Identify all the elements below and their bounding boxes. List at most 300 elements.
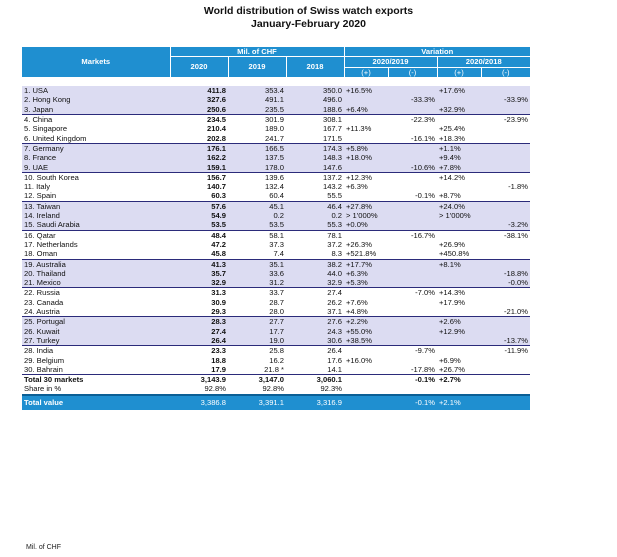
cell-v1p: +27.8% [344,201,388,211]
total-value-v1-plus [344,395,388,410]
cell-market: 25. Portugal [22,317,170,327]
cell-v2p [437,230,481,240]
table-row [22,356,530,365]
cell-y2019: 37.3 [269,239,284,249]
cell-v1m: -16.1% [388,134,437,144]
cell-v1m: -0.1% [388,191,437,201]
cell-market: 26. Kuwait [22,327,170,336]
cell-v2m [481,249,530,259]
cell-y2020: 234.5 [206,115,226,125]
cell-y2019: 132.4 [264,182,284,192]
cell-v1p: +16.5% [344,86,388,95]
cell-v1p: +5.8% [344,143,388,153]
cell-v2p [437,278,481,288]
cell-y2019: 60.4 [228,191,286,201]
cell-v2p: +450.8% [437,249,481,259]
cell-market: 13. Taiwan [22,201,170,211]
cell-v1m [388,240,437,249]
cell-v2p [437,307,481,317]
cell-y2019: 58.1 [269,230,284,240]
total-30-label: Total 30 markets [22,375,170,385]
table-row [22,298,530,307]
cell-v1p: +6.4% [344,105,388,115]
cell-v2p: +1.1% [437,143,481,153]
cell-y2018: 8.3 [286,249,344,259]
table-row [22,259,530,269]
cell-v1p [344,191,388,201]
cell-market: 15. Saudi Arabia [22,220,170,230]
cell-market: 11. Italy [24,182,51,192]
cell-y2018: 37.1 [286,307,344,317]
cell-v2m [481,163,530,173]
cell-y2019: 139.6 [264,172,284,182]
table-row [22,269,530,278]
table-row [22,143,530,153]
cell-v2m [481,211,530,220]
cell-market: 28. India [24,346,54,356]
cell-y2020: 156.7 [206,172,226,182]
cell-v1p [344,346,388,356]
cell-v2m: -33.9% [481,95,530,104]
table-row [22,220,530,230]
cell-v1p: +6.3% [344,269,388,278]
cell-y2018: 27.4 [327,288,342,298]
cell-v1p: +12.3% [346,172,372,182]
cell-y2019: 45.1 [228,201,286,211]
cell-v1m [388,86,437,95]
cell-v2p: +7.8% [437,163,481,173]
cell-v2m: -21.0% [481,307,530,317]
cell-v2m [481,317,530,327]
cell-y2019: 189.0 [264,124,284,134]
cell-y2020: 28.3 [170,317,228,327]
total-value-2018: 3,316.9 [286,395,344,410]
total-30-2020: 3,143.9 [170,375,228,385]
total-value-v2-plus: +2.1% [437,395,481,410]
cell-v1m [388,153,437,162]
cell-y2019: 21.8 * [228,365,286,375]
cell-v1m [388,182,437,191]
total-value-v1-minus: -0.1% [388,395,437,410]
cell-y2020: 17.9 [170,365,228,375]
cell-y2020: 176.1 [170,143,228,153]
cell-y2020: 31.3 [211,288,226,298]
table-row [22,230,530,240]
table-row [22,124,530,133]
cell-v2m [481,288,530,298]
cell-y2020: 210.4 [206,124,226,134]
cell-v1p: +18.0% [344,153,388,162]
cell-v2p: > 1'000% [437,211,481,220]
cell-y2019: 16.2 [269,355,284,365]
table-row [22,240,530,249]
header-2018: 2018 [286,57,344,77]
table-row [22,288,530,298]
cell-v1p: +5.3% [344,278,388,288]
table-row [22,191,530,201]
cell-v1p [344,115,388,125]
cell-v1p [344,134,388,144]
cell-market: 2. Hong Kong [22,95,170,104]
cell-y2020: 26.4 [170,336,228,346]
header-variation-2020-2018: 2020/2018 [437,57,530,67]
header-variation-2020-2019: 2020/2019 [344,57,437,67]
table-row [22,153,530,162]
table-row [22,163,530,173]
cell-y2020: 327.6 [170,95,228,104]
cell-y2019: 28.7 [269,297,284,307]
cell-v2p: +8.1% [437,259,481,269]
total-30-2018: 3,060.1 [286,375,344,385]
total-30-v1-minus: -0.1% [388,375,437,385]
cell-market: 19. Australia [22,259,170,269]
cell-market: 14. Ireland [22,211,170,220]
header-markets: Markets [22,47,170,77]
cell-y2019: 7.4 [228,249,286,259]
cell-v1p: +7.6% [346,297,368,307]
table-row [22,115,530,125]
cell-market: 24. Austria [22,307,170,317]
total-value-label: Total value [22,395,170,410]
cell-y2018: 496.0 [286,95,344,104]
total-value-2019: 3,391.1 [228,395,286,410]
cell-v2p: +26.7% [437,365,481,375]
cell-v2m [481,191,530,201]
table-row [22,134,530,144]
cell-v1p [344,163,388,173]
cell-v2m [481,365,530,375]
cell-y2018: 0.2 [286,211,344,220]
cell-y2018: 308.1 [322,115,342,125]
cell-v2m [481,143,530,153]
cell-v1m [388,249,437,259]
cell-v2p [437,95,481,104]
cell-y2019: 166.5 [228,143,286,153]
cell-v2m [481,105,530,115]
cell-v1p: +16.0% [346,355,372,365]
cell-v2m [481,298,530,307]
cell-market: 29. Belgium [24,355,65,365]
cell-v2m: -38.1% [503,230,528,240]
cell-v1p: +11.3% [346,124,372,134]
cell-v2m [481,134,530,144]
header-mil-chf: Mil. of CHF [170,47,344,57]
cell-v2m [481,356,530,365]
cell-v2p: +24.0% [437,201,481,211]
cell-v1m [388,307,437,317]
cell-v2m: -18.8% [481,269,530,278]
cell-v1p [344,230,388,240]
cell-y2019: 19.0 [228,336,286,346]
cell-y2020: 60.3 [170,191,228,201]
cell-y2020: 27.4 [170,327,228,336]
table-row [22,327,530,336]
cell-v1m [388,124,437,133]
cell-market: 6. United Kingdom [22,134,170,144]
cell-y2020: 159.1 [170,163,228,173]
report-title-line1: World distribution of Swiss watch exports [203,5,414,17]
cell-market: 30. Bahrain [22,365,170,375]
cell-v2p: +8.7% [437,191,481,201]
cell-v1m: -9.7% [415,346,435,356]
cell-v1m [388,201,437,211]
share-2018: 92.3% [320,384,342,394]
cell-v1m [388,327,437,336]
cell-v2m [481,259,530,269]
cell-y2019: 137.5 [228,153,286,162]
cell-v1m: -7.0% [415,288,435,298]
cell-y2019: 17.7 [228,327,286,336]
share-row [22,384,530,394]
cell-v2p: +9.4% [437,153,481,162]
totals-section [22,375,530,410]
cell-y2019: 35.1 [228,259,286,269]
cell-v2m [481,172,530,182]
cell-y2019: 241.7 [228,134,286,144]
cell-v1p [344,95,388,104]
cell-market: 23. Canada [24,297,64,307]
cell-y2018: 24.3 [286,327,344,336]
cell-y2018: 350.0 [286,86,344,95]
footnote: Mil. of CHF [26,544,61,551]
total-value-2020: 3,386.8 [170,395,228,410]
cell-v1m [388,269,437,278]
cell-v2p [437,269,481,278]
cell-y2018: 188.6 [286,105,344,115]
cell-v2m: -23.9% [503,115,528,125]
cell-v1p: +521.8% [344,249,388,259]
cell-y2018: 147.6 [286,163,344,173]
cell-y2018: 44.0 [286,269,344,278]
cell-market: 3. Japan [22,105,170,115]
header-2020: 2020 [170,57,228,77]
cell-v2m [481,201,530,211]
report-title [0,5,617,31]
cell-y2020: 18.8 [211,355,226,365]
cell-y2018: 174.3 [286,143,344,153]
cell-v1m [388,105,437,115]
cell-v1m [388,298,437,307]
cell-y2018: 26.4 [327,346,342,356]
cell-y2020: 250.6 [170,105,228,115]
cell-v2p: +17.9% [439,297,465,307]
cell-y2019: 25.8 [269,346,284,356]
total-value-v2-minus [481,395,530,410]
cell-v1m: -22.3% [410,115,435,125]
cell-v2m [481,124,530,133]
cell-y2020: 29.3 [170,307,228,317]
cell-v2p: +2.6% [437,317,481,327]
cell-market: 10. South Korea [24,172,79,182]
cell-y2019: 0.2 [228,211,286,220]
cell-v1p: +55.0% [344,327,388,336]
cell-v1p: +0.0% [344,220,388,230]
cell-market: 8. France [22,153,170,162]
cell-v2p [437,182,481,191]
cell-market: 18. Oman [22,249,170,259]
cell-y2020: 140.7 [206,182,226,192]
cell-y2020: 162.2 [170,153,228,162]
header-2019: 2019 [228,57,286,77]
cell-market: 16. Qatar [24,230,56,240]
cell-y2018: 143.2 [322,182,342,192]
cell-y2018: 78.1 [327,230,342,240]
cell-v1p [344,288,388,298]
cell-v2m: -13.7% [481,336,530,346]
cell-v1m [388,211,437,220]
cell-y2019: 28.0 [228,307,286,317]
cell-y2018: 32.9 [286,278,344,288]
cell-v1p: +6.3% [346,182,368,192]
cell-v2m [481,240,530,249]
cell-v1p: +17.7% [344,259,388,269]
header-row-1 [22,47,530,57]
total-value-row [22,395,530,410]
cell-y2018: 148.3 [286,153,344,162]
header-v1-plus: (+) [344,67,388,77]
cell-v2m [481,153,530,162]
cell-y2018: 55.3 [286,220,344,230]
cell-v1m [388,278,437,288]
cell-market: 21. Mexico [22,278,170,288]
cell-v2p: +32.9% [437,105,481,115]
share-2019: 92.8% [262,384,284,394]
cell-v2p [437,346,481,356]
cell-y2020: 35.7 [170,269,228,278]
cell-y2020: 53.5 [170,220,228,230]
cell-y2020: 47.2 [211,239,226,249]
cell-y2020: 411.8 [170,86,228,95]
cell-v1p: +38.5% [344,336,388,346]
cell-y2019: 301.9 [264,115,284,125]
exports-table [22,47,530,410]
table-row [22,249,530,259]
table-row [22,95,530,104]
header-v2-plus: (+) [437,67,481,77]
table-row [22,201,530,211]
cell-v2p [437,220,481,230]
cell-y2020: 23.3 [211,346,226,356]
cell-market: 1. USA [22,86,170,95]
cell-v1p: +4.8% [344,307,388,317]
table-row [22,278,530,288]
cell-v1m: -16.7% [410,230,435,240]
cell-y2019: 235.5 [228,105,286,115]
cell-market: 17. Netherlands [24,239,78,249]
cell-v2p: +14.2% [439,172,465,182]
cell-v1m: -10.6% [388,163,437,173]
total-30-row [22,375,530,385]
cell-v1m [388,356,437,365]
cell-y2018: 38.2 [286,259,344,269]
cell-v2p: +12.9% [437,327,481,336]
cell-y2019: 31.2 [228,278,286,288]
table-row [22,105,530,115]
cell-y2020: 54.9 [170,211,228,220]
table-row [22,86,530,95]
share-label: Share in % [24,384,62,394]
cell-y2020: 32.9 [170,278,228,288]
cell-market: 7. Germany [22,143,170,153]
cell-y2019: 491.1 [228,95,286,104]
cell-v1m [388,172,437,182]
cell-y2020: 30.9 [211,297,226,307]
header-v1-minus: (-) [388,67,437,77]
total-30-2019: 3,147.0 [228,375,286,385]
cell-v2p: +17.6% [437,86,481,95]
cell-v2m: -0.0% [481,278,530,288]
cell-market: 4. China [24,115,53,125]
cell-v2p: +18.3% [437,134,481,144]
cell-v2m: -1.8% [508,182,528,192]
cell-y2020: 41.3 [170,259,228,269]
table-body [22,77,530,375]
cell-y2019: 27.7 [228,317,286,327]
cell-v1m [388,220,437,230]
cell-v1m: -17.8% [388,365,437,375]
cell-v2m: -3.2% [481,220,530,230]
header-variation: Variation [344,47,530,57]
cell-y2018: 37.2 [327,239,342,249]
cell-v1m [388,259,437,269]
table-row [22,336,530,346]
header-spacer [22,77,530,86]
cell-market: 9. UAE [22,163,170,173]
share-2020: 92.8% [204,384,226,394]
cell-market: 22. Russia [24,288,60,298]
cell-y2018: 55.5 [286,191,344,201]
cell-v1m [388,143,437,153]
cell-market: 5. Singapore [24,124,68,134]
table-row [22,172,530,182]
cell-y2019: 353.4 [228,86,286,95]
cell-v1p [344,365,388,375]
cell-y2019: 33.6 [228,269,286,278]
cell-v1m [388,317,437,327]
cell-y2019: 178.0 [228,163,286,173]
cell-y2018: 26.2 [327,297,342,307]
cell-y2018: 27.6 [286,317,344,327]
total-30-v1-plus [344,375,388,385]
cell-market: 20. Thailand [22,269,170,278]
cell-v2p: +26.9% [439,239,465,249]
cell-y2018: 137.2 [322,172,342,182]
cell-v2p [437,115,481,125]
table-row [22,182,530,191]
cell-v1m [388,336,437,346]
cell-y2020: 202.8 [170,134,228,144]
cell-y2020: 48.4 [211,230,226,240]
cell-v2m: -11.9% [504,346,528,356]
cell-market: 27. Turkey [22,336,170,346]
cell-v2p: +25.4% [439,124,465,134]
table-row [22,346,530,356]
header-v2-minus: (-) [481,67,530,77]
cell-v1m: -33.3% [388,95,437,104]
cell-v1p: +26.3% [346,239,372,249]
table-row [22,317,530,327]
cell-y2018: 171.5 [286,134,344,144]
cell-v2m [481,86,530,95]
cell-v1p: > 1'000% [344,211,388,220]
total-30-v2-minus [481,375,530,385]
cell-v2m [481,327,530,336]
table-row [22,211,530,220]
cell-v1p: +2.2% [344,317,388,327]
report-title-line2: January-February 2020 [251,18,366,30]
cell-y2018: 46.4 [286,201,344,211]
cell-v2p: +6.9% [439,355,461,365]
